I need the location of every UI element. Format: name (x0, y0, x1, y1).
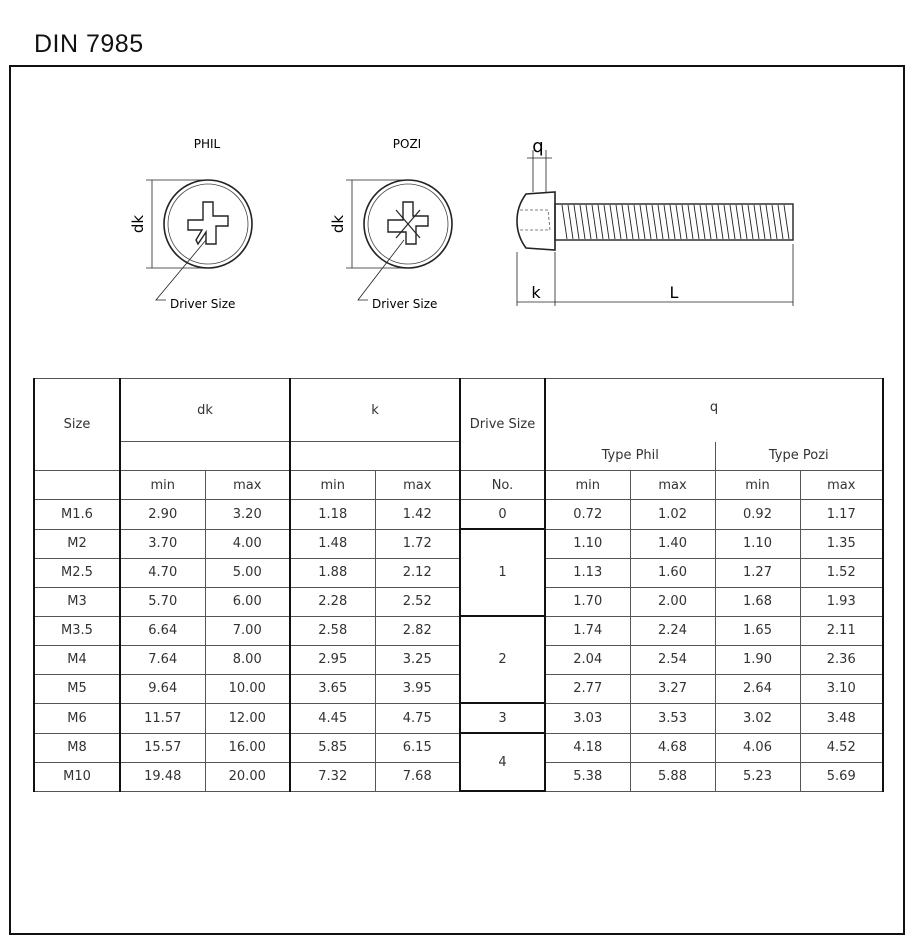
cell-k-min: 7.32 (290, 762, 375, 791)
screw-drawing (0, 0, 919, 370)
cell-size: M3.5 (34, 616, 120, 645)
cell-dk-min: 9.64 (120, 674, 205, 703)
header-pozi-max: max (800, 471, 883, 500)
cell-phil-max: 3.27 (630, 674, 715, 703)
cell-k-max: 7.68 (375, 762, 460, 791)
table-row (34, 645, 883, 674)
cell-pozi-min: 2.64 (715, 674, 800, 703)
q-label: q (532, 136, 544, 157)
header-type-phil: Type Phil (545, 442, 715, 471)
phil-label: PHIL (193, 137, 221, 151)
cell-k-min: 3.65 (290, 674, 375, 703)
cell-k-max: 3.95 (375, 674, 460, 703)
cell-phil-min: 2.04 (545, 645, 630, 674)
header-dk-min: min (120, 471, 205, 500)
header-q (545, 379, 883, 442)
cell-k-min: 4.45 (290, 703, 375, 733)
cell-k-min: 2.95 (290, 645, 375, 674)
cell-pozi-min: 1.10 (715, 529, 800, 558)
cell-pozi-max: 5.69 (800, 762, 883, 791)
header-k-max: max (375, 471, 460, 500)
cell-phil-min: 3.03 (545, 703, 630, 733)
cell-phil-max: 1.02 (630, 500, 715, 530)
cell-dk-min: 19.48 (120, 762, 205, 791)
cell-dk-min: 4.70 (120, 558, 205, 587)
pozi-head-diagram (329, 137, 452, 311)
header-phil-min: min (545, 471, 630, 500)
cell-pozi-max: 1.52 (800, 558, 883, 587)
header-k-min: min (290, 471, 375, 500)
cell-phil-min: 1.10 (545, 529, 630, 558)
cell-drive-size: 2 (460, 616, 545, 703)
cell-k-max: 2.52 (375, 587, 460, 616)
header-pozi-min: min (715, 471, 800, 500)
header-drive-size: Drive Size (460, 379, 545, 471)
cell-pozi-max: 2.36 (800, 645, 883, 674)
dk-label-pozi: dk (329, 214, 347, 234)
table-row (34, 616, 883, 645)
cell-dk-max: 7.00 (205, 616, 290, 645)
table-header-row (34, 379, 883, 442)
cell-dk-min: 6.64 (120, 616, 205, 645)
cell-dk-min: 3.70 (120, 529, 205, 558)
cell-phil-max: 2.54 (630, 645, 715, 674)
cell-phil-min: 1.74 (545, 616, 630, 645)
screw-side-view (517, 136, 793, 306)
cell-drive-size: 0 (460, 500, 545, 530)
cell-pozi-min: 1.90 (715, 645, 800, 674)
header-dk-max: max (205, 471, 290, 500)
document-title: DIN 7985 (34, 30, 144, 58)
table-row (34, 587, 883, 616)
cell-drive-size: 4 (460, 733, 545, 791)
cell-phil-min: 5.38 (545, 762, 630, 791)
cell-size: M1.6 (34, 500, 120, 530)
cell-pozi-max: 1.93 (800, 587, 883, 616)
cell-k-max: 2.12 (375, 558, 460, 587)
cell-phil-min: 4.18 (545, 733, 630, 762)
cell-dk-max: 20.00 (205, 762, 290, 791)
cell-phil-max: 3.53 (630, 703, 715, 733)
cell-dk-min: 7.64 (120, 645, 205, 674)
cell-pozi-min: 4.06 (715, 733, 800, 762)
cell-k-max: 4.75 (375, 703, 460, 733)
cell-phil-min: 1.13 (545, 558, 630, 587)
cell-dk-max: 3.20 (205, 500, 290, 530)
cell-k-max: 1.42 (375, 500, 460, 530)
cell-phil-min: 0.72 (545, 500, 630, 530)
cell-k-min: 1.18 (290, 500, 375, 530)
dimension-table (33, 378, 884, 792)
cell-dk-min: 5.70 (120, 587, 205, 616)
cell-pozi-max: 1.17 (800, 500, 883, 530)
cell-size: M3 (34, 587, 120, 616)
cell-dk-max: 16.00 (205, 733, 290, 762)
table-row (34, 500, 883, 530)
cell-dk-min: 15.57 (120, 733, 205, 762)
cell-phil-max: 1.60 (630, 558, 715, 587)
cell-k-min: 5.85 (290, 733, 375, 762)
cell-dk-max: 4.00 (205, 529, 290, 558)
table-row (34, 703, 883, 733)
cell-pozi-min: 1.68 (715, 587, 800, 616)
cell-size: M4 (34, 645, 120, 674)
cell-k-max: 3.25 (375, 645, 460, 674)
cell-pozi-max: 4.52 (800, 733, 883, 762)
cell-dk-max: 5.00 (205, 558, 290, 587)
cell-dk-min: 2.90 (120, 500, 205, 530)
cell-phil-max: 5.88 (630, 762, 715, 791)
k-label: k (531, 283, 541, 302)
header-phil-max: max (630, 471, 715, 500)
cell-size: M2.5 (34, 558, 120, 587)
cell-pozi-min: 0.92 (715, 500, 800, 530)
header-dk: dk (120, 379, 290, 442)
cell-phil-max: 4.68 (630, 733, 715, 762)
cell-size: M6 (34, 703, 120, 733)
cell-dk-max: 8.00 (205, 645, 290, 674)
table-row (34, 674, 883, 703)
cell-k-min: 2.28 (290, 587, 375, 616)
L-label: L (669, 283, 679, 302)
cell-size: M5 (34, 674, 120, 703)
cell-drive-size: 1 (460, 529, 545, 616)
cell-pozi-max: 3.10 (800, 674, 883, 703)
cell-dk-min: 11.57 (120, 703, 205, 733)
cell-k-max: 1.72 (375, 529, 460, 558)
cell-k-min: 1.48 (290, 529, 375, 558)
cell-dk-max: 6.00 (205, 587, 290, 616)
cell-size: M2 (34, 529, 120, 558)
cell-phil-max: 1.40 (630, 529, 715, 558)
cell-k-min: 1.88 (290, 558, 375, 587)
cell-phil-max: 2.24 (630, 616, 715, 645)
cell-pozi-max: 1.35 (800, 529, 883, 558)
table-header-type-row (34, 442, 883, 471)
table-row (34, 558, 883, 587)
cell-pozi-max: 3.48 (800, 703, 883, 733)
pozi-label: POZI (392, 137, 422, 151)
cell-phil-min: 2.77 (545, 674, 630, 703)
cell-phil-min: 1.70 (545, 587, 630, 616)
cell-k-min: 2.58 (290, 616, 375, 645)
cell-pozi-max: 2.11 (800, 616, 883, 645)
cell-phil-max: 2.00 (630, 587, 715, 616)
cell-pozi-min: 1.27 (715, 558, 800, 587)
cell-size: M10 (34, 762, 120, 791)
driver-size-label-phil: Driver Size (170, 297, 236, 311)
cell-k-max: 6.15 (375, 733, 460, 762)
header-k: k (290, 379, 460, 442)
dk-label-phil: dk (129, 214, 147, 234)
header-size: Size (34, 379, 120, 471)
cell-pozi-min: 3.02 (715, 703, 800, 733)
cell-drive-size: 3 (460, 703, 545, 733)
cell-k-max: 2.82 (375, 616, 460, 645)
cell-dk-max: 10.00 (205, 674, 290, 703)
table-subheader-row (34, 471, 883, 500)
header-drive-no: No. (460, 471, 545, 500)
header-q-label: q (709, 399, 719, 415)
cell-size: M8 (34, 733, 120, 762)
cell-dk-max: 12.00 (205, 703, 290, 733)
phil-head-diagram (129, 137, 252, 311)
header-type-pozi: Type Pozi (715, 442, 883, 471)
cell-pozi-min: 5.23 (715, 762, 800, 791)
table-row (34, 529, 883, 558)
cell-pozi-min: 1.65 (715, 616, 800, 645)
table-row (34, 762, 883, 791)
driver-size-label-pozi: Driver Size (372, 297, 438, 311)
table-row (34, 733, 883, 762)
